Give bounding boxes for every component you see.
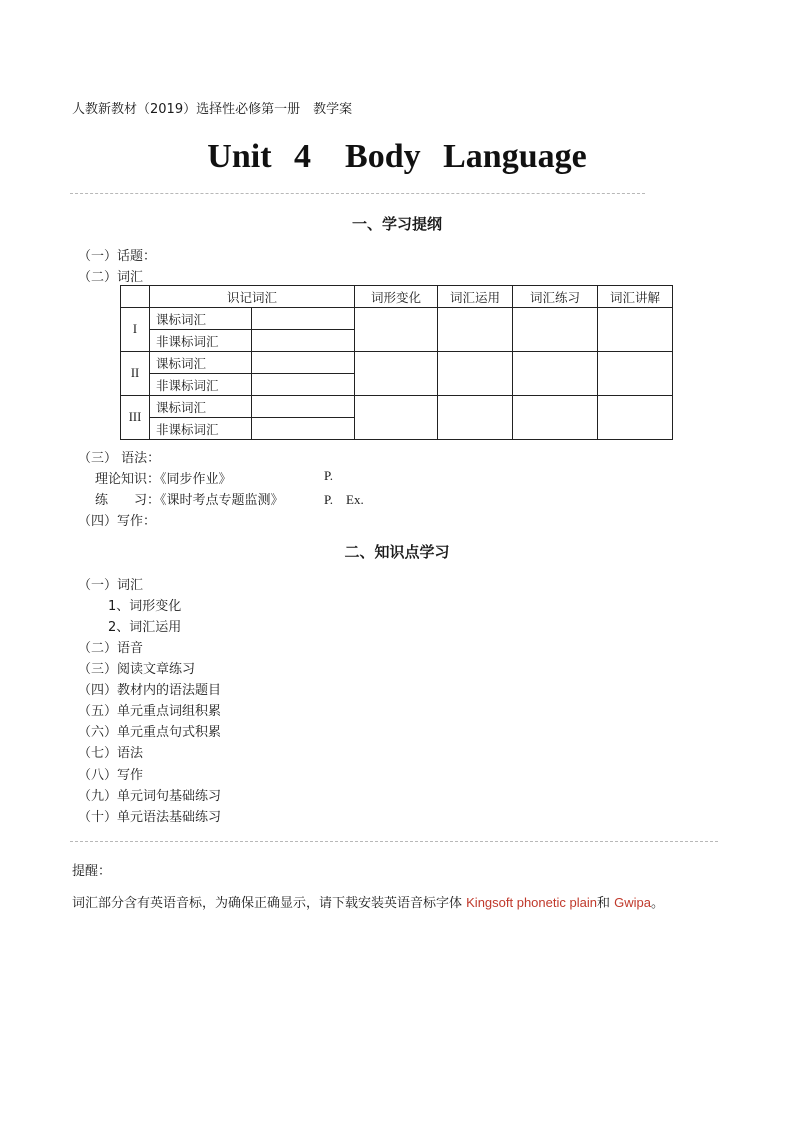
- vocab-label: （二）词汇: [78, 270, 144, 285]
- list-item: （八）写作: [78, 768, 144, 783]
- table-header-forms: 词形变化: [355, 286, 438, 308]
- table-cell-label: 非课标词汇: [150, 374, 252, 396]
- list-item: （六）单元重点句式积累: [78, 725, 222, 740]
- section-heading-outline: 一、学习提纲: [351, 215, 442, 233]
- table-cell: [252, 308, 355, 330]
- reminder-heading: 提醒：: [72, 864, 112, 879]
- divider: [70, 193, 645, 194]
- table-cell: [252, 396, 355, 418]
- table-cell: [252, 418, 355, 440]
- list-item: （三）阅读文章练习: [78, 662, 196, 677]
- list-item: （十）单元语法基础练习: [78, 810, 222, 825]
- table-cell: [438, 396, 513, 440]
- font-name-kingsoft: Kingsoft phonetic plain: [466, 895, 597, 910]
- table-cell: [438, 308, 513, 352]
- table-cell: [355, 396, 438, 440]
- list-item: （一）词汇: [78, 578, 144, 593]
- table-header-memorize: 识记词汇: [150, 286, 355, 308]
- table-header-practice: 词汇练习: [513, 286, 598, 308]
- table-row: [121, 396, 673, 418]
- document-caption: 人教新教材（2019）选择性必修第一册 教学案: [72, 102, 353, 117]
- group-label: II: [121, 352, 150, 396]
- table-cell: [598, 396, 673, 440]
- table-header-usage: 词汇运用: [438, 286, 513, 308]
- table-cell: [252, 352, 355, 374]
- font-name-gwipa: Gwipa: [614, 895, 651, 910]
- practice-label: 练 习：《课时考点专题监测》: [95, 493, 284, 508]
- table-cell-label: 非课标词汇: [150, 418, 252, 440]
- list-item: （五）单元重点词组积累: [78, 704, 222, 719]
- table-cell-label: 课标词汇: [150, 308, 252, 330]
- table-cell: [355, 308, 438, 352]
- topic-label: （一）话题：: [78, 249, 157, 264]
- reminder-end: 。: [650, 896, 664, 911]
- list-item: （七）语法: [78, 746, 144, 761]
- list-item: （二）语音: [78, 641, 144, 656]
- table-cell-label: 课标词汇: [150, 352, 252, 374]
- list-item: （四）教材内的语法题目: [78, 683, 222, 698]
- table-cell: [438, 352, 513, 396]
- group-label: I: [121, 308, 150, 352]
- list-item: 2、词汇运用: [108, 620, 182, 635]
- reminder-and: 和: [596, 896, 615, 911]
- table-row: [121, 308, 673, 330]
- reminder-body: 词汇部分含有英语音标，为确保正确显示，请下载安装英语音标字体: [72, 896, 467, 911]
- table-cell: [598, 352, 673, 396]
- table-cell: [252, 330, 355, 352]
- page-title: Unit 4 Body Language: [207, 138, 587, 175]
- theory-page: P.: [324, 468, 334, 483]
- table-cell: [513, 352, 598, 396]
- table-cell: [252, 374, 355, 396]
- vocab-table: [120, 285, 673, 440]
- section-heading-knowledge: 二、知识点学习: [344, 543, 450, 561]
- theory-label: 理论知识：《同步作业》: [95, 472, 232, 487]
- table-header-row: [121, 286, 673, 308]
- grammar-label: （三） 语法：: [78, 451, 161, 466]
- writing-label: （四）写作：: [78, 514, 157, 529]
- table-cell-label: 非课标词汇: [150, 330, 252, 352]
- list-item: 1、词形变化: [108, 599, 182, 614]
- divider: [70, 841, 718, 842]
- table-cell: [598, 308, 673, 352]
- reminder-text: [72, 892, 664, 911]
- table-header-explain: 词汇讲解: [598, 286, 673, 308]
- table-cell-label: 课标词汇: [150, 396, 252, 418]
- table-corner-cell: [121, 286, 150, 308]
- list-item: （九）单元词句基础练习: [78, 789, 222, 804]
- table-cell: [513, 308, 598, 352]
- table-cell: [513, 396, 598, 440]
- practice-page: P. Ex.: [324, 492, 364, 507]
- table-row: [121, 352, 673, 374]
- group-label: III: [121, 396, 150, 440]
- table-cell: [355, 352, 438, 396]
